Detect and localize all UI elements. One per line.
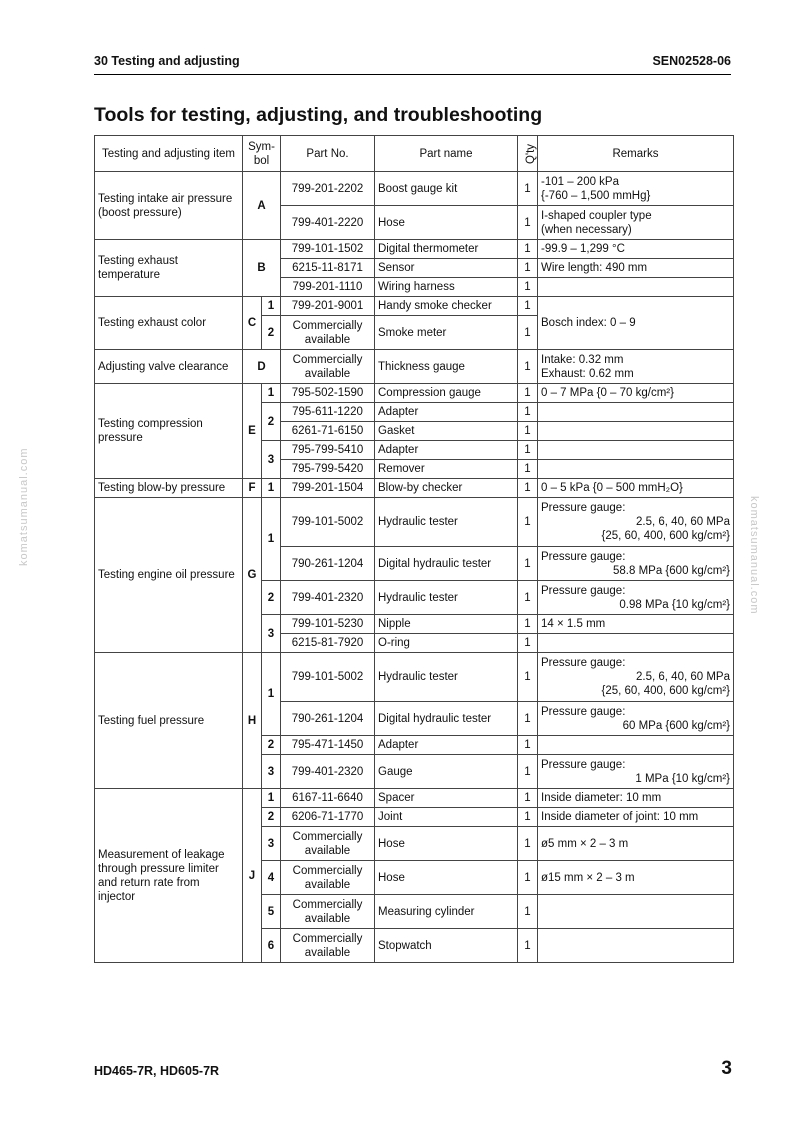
part-no-cell: Commercially available [281, 895, 375, 929]
remarks-cell [538, 755, 734, 789]
qty-cell: 1 [518, 441, 538, 460]
qty-cell: 1 [518, 929, 538, 963]
remarks-values: 58.8 MPa {600 kg/cm²} [613, 564, 730, 577]
part-no-cell: 795-611-1220 [281, 403, 375, 422]
item-cell: Testing compression pressure [95, 384, 243, 479]
part-name-cell: Compression gauge [375, 384, 518, 403]
qty-cell: 1 [518, 316, 538, 350]
remarks-cell [538, 547, 734, 581]
qty-cell: 1 [518, 615, 538, 634]
part-no-cell: Commercially available [281, 350, 375, 384]
qty-cell: 1 [518, 653, 538, 702]
number-cell: 1 [262, 653, 281, 736]
symbol-cell: F [243, 479, 262, 498]
number-cell: 2 [262, 581, 281, 615]
part-name-cell: Hydraulic tester [375, 498, 518, 547]
symbol-cell: J [243, 789, 262, 963]
remarks-cell [538, 653, 734, 702]
table-row [95, 789, 734, 808]
part-name-cell: Hose [375, 861, 518, 895]
section-title: 30 Testing and adjusting [94, 54, 240, 68]
watermark-left: komatsumanual.com [18, 447, 30, 566]
item-cell: Testing fuel pressure [95, 653, 243, 789]
part-no-cell: Commercially available [281, 316, 375, 350]
item-cell: Adjusting valve clearance [95, 350, 243, 384]
part-no-cell: Commercially available [281, 929, 375, 963]
part-no-cell: 6261-71-6150 [281, 422, 375, 441]
qty-cell: 1 [518, 755, 538, 789]
part-no-cell: 799-101-5002 [281, 498, 375, 547]
item-cell: Testing exhaust temperature [95, 240, 243, 297]
qty-cell: 1 [518, 498, 538, 547]
remarks-label: Pressure gauge: [541, 657, 626, 669]
qty-cell: 1 [518, 350, 538, 384]
qty-cell: 1 [518, 702, 538, 736]
remarks-cell [538, 278, 734, 297]
number-cell: 3 [262, 827, 281, 861]
number-cell: 3 [262, 441, 281, 479]
part-no-cell: 6215-11-8171 [281, 259, 375, 278]
part-no-cell: Commercially available [281, 861, 375, 895]
remarks-cell [538, 460, 734, 479]
qty-cell: 1 [518, 297, 538, 316]
qty-cell: 1 [518, 259, 538, 278]
table-row [95, 479, 734, 498]
remarks-cell: Intake: 0.32 mm Exhaust: 0.62 mm [538, 350, 734, 384]
part-no-cell: 799-401-2320 [281, 581, 375, 615]
qty-cell: 1 [518, 384, 538, 403]
part-no-cell: 799-201-9001 [281, 297, 375, 316]
number-cell: 3 [262, 615, 281, 653]
qty-cell: 1 [518, 736, 538, 755]
part-name-cell: Gasket [375, 422, 518, 441]
part-no-cell: 790-261-1204 [281, 547, 375, 581]
symbol-cell: A [243, 172, 281, 240]
part-no-cell: 795-799-5410 [281, 441, 375, 460]
remarks-cell: Inside diameter of joint: 10 mm [538, 808, 734, 827]
symbol-cell: C [243, 297, 262, 350]
number-cell: 2 [262, 808, 281, 827]
part-name-cell: Digital hydraulic tester [375, 547, 518, 581]
item-cell: Testing blow-by pressure [95, 479, 243, 498]
item-cell: Testing intake air pressure (boost pressure) [95, 172, 243, 240]
part-no-cell: 790-261-1204 [281, 702, 375, 736]
part-name-cell: Digital hydraulic tester [375, 702, 518, 736]
part-name-cell: Adapter [375, 736, 518, 755]
page-number: 3 [721, 1058, 732, 1079]
remarks-values: 1 MPa {10 kg/cm²} [635, 772, 730, 785]
table-row [95, 350, 734, 384]
qty-cell: 1 [518, 789, 538, 808]
remarks-cell: 14 × 1.5 mm [538, 615, 734, 634]
part-name-cell: O-ring [375, 634, 518, 653]
remarks-cell [538, 895, 734, 929]
remarks-label: Pressure gauge: [541, 502, 626, 514]
remarks-cell [538, 929, 734, 963]
symbol-cell: G [243, 498, 262, 653]
page-title: Tools for testing, adjusting, and troubleshooting [94, 104, 543, 126]
remarks-cell: Inside diameter: 10 mm [538, 789, 734, 808]
number-cell: 1 [262, 498, 281, 581]
part-name-cell: Adapter [375, 403, 518, 422]
symbol-cell: D [243, 350, 281, 384]
number-cell: 2 [262, 736, 281, 755]
remarks-cell: -101 – 200 kPa {-760 – 1,500 mmHg} [538, 172, 734, 206]
part-no-cell: 799-201-1110 [281, 278, 375, 297]
col-header-item: Testing and adjusting item [95, 136, 243, 172]
number-cell: 5 [262, 895, 281, 929]
qty-cell: 1 [518, 808, 538, 827]
remarks-cell: I-shaped coupler type (when necessary) [538, 206, 734, 240]
qty-cell: 1 [518, 403, 538, 422]
part-no-cell: 795-799-5420 [281, 460, 375, 479]
part-name-cell: Blow-by checker [375, 479, 518, 498]
symbol-cell: H [243, 653, 262, 789]
part-name-cell: Sensor [375, 259, 518, 278]
part-name-cell: Adapter [375, 441, 518, 460]
col-header-part-name: Part name [375, 136, 518, 172]
remarks-cell [538, 581, 734, 615]
part-name-cell: Nipple [375, 615, 518, 634]
remarks-cell: ø5 mm × 2 – 3 m [538, 827, 734, 861]
page-header [94, 52, 731, 75]
document-id: SEN02528-06 [652, 54, 731, 68]
item-cell: Testing engine oil pressure [95, 498, 243, 653]
part-no-cell: 799-401-2220 [281, 206, 375, 240]
part-name-cell: Digital thermometer [375, 240, 518, 259]
number-cell: 1 [262, 479, 281, 498]
remarks-cell [538, 441, 734, 460]
qty-cell: 1 [518, 861, 538, 895]
part-no-cell: 799-201-2202 [281, 172, 375, 206]
remarks-label: Pressure gauge: [541, 705, 626, 718]
remarks-cell [538, 634, 734, 653]
symbol-cell: E [243, 384, 262, 479]
table-row [95, 172, 734, 206]
part-no-cell: 799-101-5230 [281, 615, 375, 634]
remarks-cell [538, 403, 734, 422]
qty-cell: 1 [518, 206, 538, 240]
qty-cell: 1 [518, 581, 538, 615]
part-no-cell: 6206-71-1770 [281, 808, 375, 827]
number-cell: 4 [262, 861, 281, 895]
tools-table [94, 135, 734, 963]
remarks-values: 2.5, 6, 40, 60 MPa {25, 60, 400, 600 kg/cm²} [601, 516, 730, 542]
remarks-cell: 0 – 5 kPa {0 – 500 mmH₂O} [538, 479, 734, 498]
table-row [95, 498, 734, 547]
part-name-cell: Smoke meter [375, 316, 518, 350]
model-footer: HD465-7R, HD605-7R [94, 1064, 220, 1078]
qty-cell: 1 [518, 634, 538, 653]
part-no-cell: 6167-11-6640 [281, 789, 375, 808]
part-no-cell: 795-502-1590 [281, 384, 375, 403]
part-name-cell: Hose [375, 827, 518, 861]
part-name-cell: Spacer [375, 789, 518, 808]
col-header-qty: Q'ty [518, 136, 538, 172]
col-header-remarks: Remarks [538, 136, 734, 172]
remarks-cell: Wire length: 490 mm [538, 259, 734, 278]
part-name-cell: Wiring harness [375, 278, 518, 297]
part-no-cell: 799-101-1502 [281, 240, 375, 259]
part-no-cell: 6215-81-7920 [281, 634, 375, 653]
part-name-cell: Thickness gauge [375, 350, 518, 384]
part-name-cell: Joint [375, 808, 518, 827]
number-cell: 1 [262, 384, 281, 403]
remarks-label: Pressure gauge: [541, 584, 626, 597]
table-row [95, 653, 734, 702]
col-header-part-no: Part No. [281, 136, 375, 172]
remarks-values: 0.98 MPa {10 kg/cm²} [619, 598, 730, 611]
qty-cell: 1 [518, 278, 538, 297]
number-cell: 2 [262, 316, 281, 350]
remarks-values: 60 MPa {600 kg/cm²} [622, 719, 730, 732]
remarks-cell: 0 – 7 MPa {0 – 70 kg/cm²} [538, 384, 734, 403]
qty-cell: 1 [518, 240, 538, 259]
qty-cell: 1 [518, 479, 538, 498]
remarks-values: 2.5, 6, 40, 60 MPa {25, 60, 400, 600 kg/cm²} [601, 671, 730, 697]
part-no-cell: 799-201-1504 [281, 479, 375, 498]
symbol-cell: B [243, 240, 281, 297]
part-name-cell: Gauge [375, 755, 518, 789]
part-no-cell: 799-401-2320 [281, 755, 375, 789]
part-name-cell: Measuring cylinder [375, 895, 518, 929]
remarks-cell [538, 422, 734, 441]
col-header-symbol: Sym- bol [243, 136, 281, 172]
qty-cell: 1 [518, 827, 538, 861]
remarks-label: Pressure gauge: [541, 758, 626, 771]
table-row [95, 240, 734, 259]
qty-cell: 1 [518, 547, 538, 581]
part-no-cell: 795-471-1450 [281, 736, 375, 755]
watermark-right: komatsumanual.com [748, 496, 760, 615]
part-name-cell: Hydraulic tester [375, 581, 518, 615]
qty-cell: 1 [518, 460, 538, 479]
qty-cell: 1 [518, 895, 538, 929]
qty-cell: 1 [518, 172, 538, 206]
remarks-cell [538, 498, 734, 547]
part-name-cell: Remover [375, 460, 518, 479]
table-row [95, 297, 734, 316]
number-cell: 1 [262, 297, 281, 316]
number-cell: 6 [262, 929, 281, 963]
remarks-cell [538, 736, 734, 755]
item-cell: Measurement of leakage through pressure limiter and return rate from injector [95, 789, 243, 963]
number-cell: 1 [262, 789, 281, 808]
part-no-cell: Commercially available [281, 827, 375, 861]
part-name-cell: Boost gauge kit [375, 172, 518, 206]
part-no-cell: 799-101-5002 [281, 653, 375, 702]
remarks-cell [538, 702, 734, 736]
part-name-cell: Handy smoke checker [375, 297, 518, 316]
part-name-cell: Hose [375, 206, 518, 240]
part-name-cell: Hydraulic tester [375, 653, 518, 702]
remarks-cell: ø15 mm × 2 – 3 m [538, 861, 734, 895]
number-cell: 2 [262, 403, 281, 441]
part-name-cell: Stopwatch [375, 929, 518, 963]
item-cell: Testing exhaust color [95, 297, 243, 350]
table-row [95, 384, 734, 403]
qty-cell: 1 [518, 422, 538, 441]
number-cell: 3 [262, 755, 281, 789]
remarks-cell: Bosch index: 0 – 9 [538, 297, 734, 350]
table-header-row [95, 136, 734, 172]
remarks-cell: -99.9 – 1,299 °C [538, 240, 734, 259]
remarks-label: Pressure gauge: [541, 550, 626, 563]
